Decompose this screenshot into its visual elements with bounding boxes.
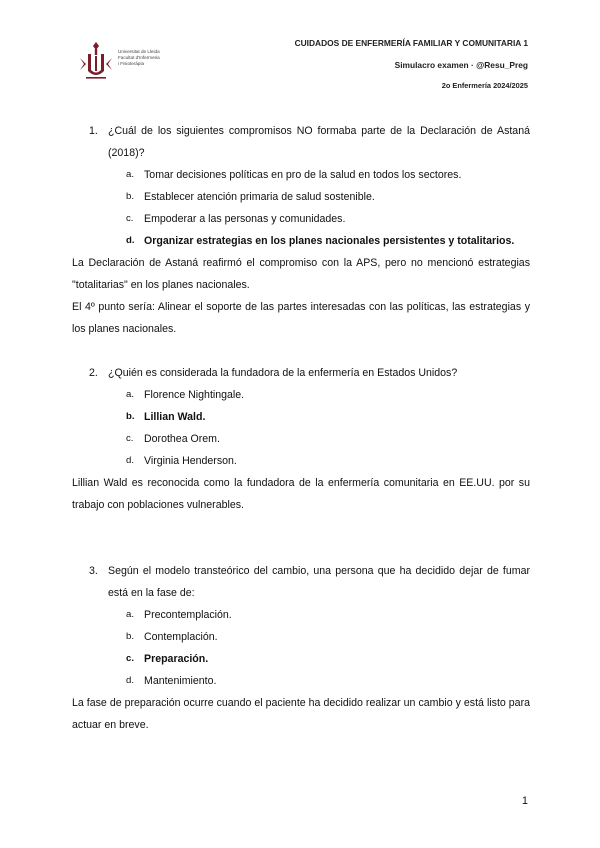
- option-d-correct: d. Organizar estrategias en los planes nacionales persistentes y totalitarios.: [126, 235, 515, 247]
- option-c-correct: c. Preparación.: [126, 653, 209, 665]
- university-name: Universitat de Lleida Facultat d'Infermeria i Fisioteràpia: [118, 49, 160, 67]
- option-d: d. Mantenimiento.: [126, 675, 217, 687]
- university-logo: [76, 40, 186, 82]
- option-a: a. Precontemplación.: [126, 609, 232, 621]
- option-a: a. Florence Nightingale.: [126, 389, 245, 401]
- university-crest-icon: [76, 40, 116, 82]
- option-b-correct: b. Lillian Wald.: [126, 411, 206, 423]
- question-number: 2.: [89, 367, 98, 379]
- answer-options: [72, 604, 530, 692]
- question-3: [72, 560, 530, 604]
- explanation: La fase de preparación ocurre cuando el paciente ha decidido realizar un cambio y está listo para actuar en breve.: [72, 697, 530, 731]
- question-2: [72, 362, 530, 384]
- option-c: c. Dorothea Orem.: [126, 433, 220, 445]
- page-content: [72, 120, 530, 736]
- option-c: c. Empoderar a las personas y comunidades.: [126, 213, 346, 225]
- explanation: La Declaración de Astaná reafirmó el compromiso con la APS, pero no mencionó estrategias "totalitarias" en los planes nacionales.: [72, 257, 530, 291]
- explanation: Lillian Wald es reconocida como la fundadora de la enfermería comunitaria en EE.UU. por su trabajo con poblaciones vulnerables.: [72, 477, 530, 511]
- option-b: b. Contemplación.: [126, 631, 218, 643]
- question-text: ¿Quién es considerada la fundadora de la enfermería en Estados Unidos?: [108, 367, 458, 379]
- exam-subtitle: Simulacro examen · @Resu_Preg: [394, 60, 528, 70]
- explanation: El 4º punto sería: Alinear el soporte de las partes interesadas con las políticas, las estrategias y los planes nacionales.: [72, 301, 530, 335]
- course-year: 2o Enfermería 2024/2025: [441, 81, 528, 90]
- question-1: [72, 120, 530, 164]
- option-a: a. Tomar decisiones políticas en pro de la salud en todos los sectores.: [126, 169, 462, 181]
- answer-options: [72, 384, 530, 472]
- page-number: 1: [521, 795, 528, 807]
- question-text: Según el modelo transteórico del cambio, una persona que ha decidido dejar de fumar está en la fase de:: [108, 565, 530, 599]
- question-text: ¿Cuál de los siguientes compromisos NO formaba parte de la Declaración de Astaná (2018)?: [108, 125, 530, 159]
- answer-options: [72, 164, 530, 252]
- question-number: 1.: [89, 125, 98, 137]
- question-number: 3.: [89, 565, 98, 577]
- option-d: d. Virginia Henderson.: [126, 455, 237, 467]
- course-title: CUIDADOS DE ENFERMERÍA FAMILIAR Y COMUNITARIA 1: [294, 38, 528, 48]
- option-b: b. Establecer atención primaria de salud sostenible.: [126, 191, 375, 203]
